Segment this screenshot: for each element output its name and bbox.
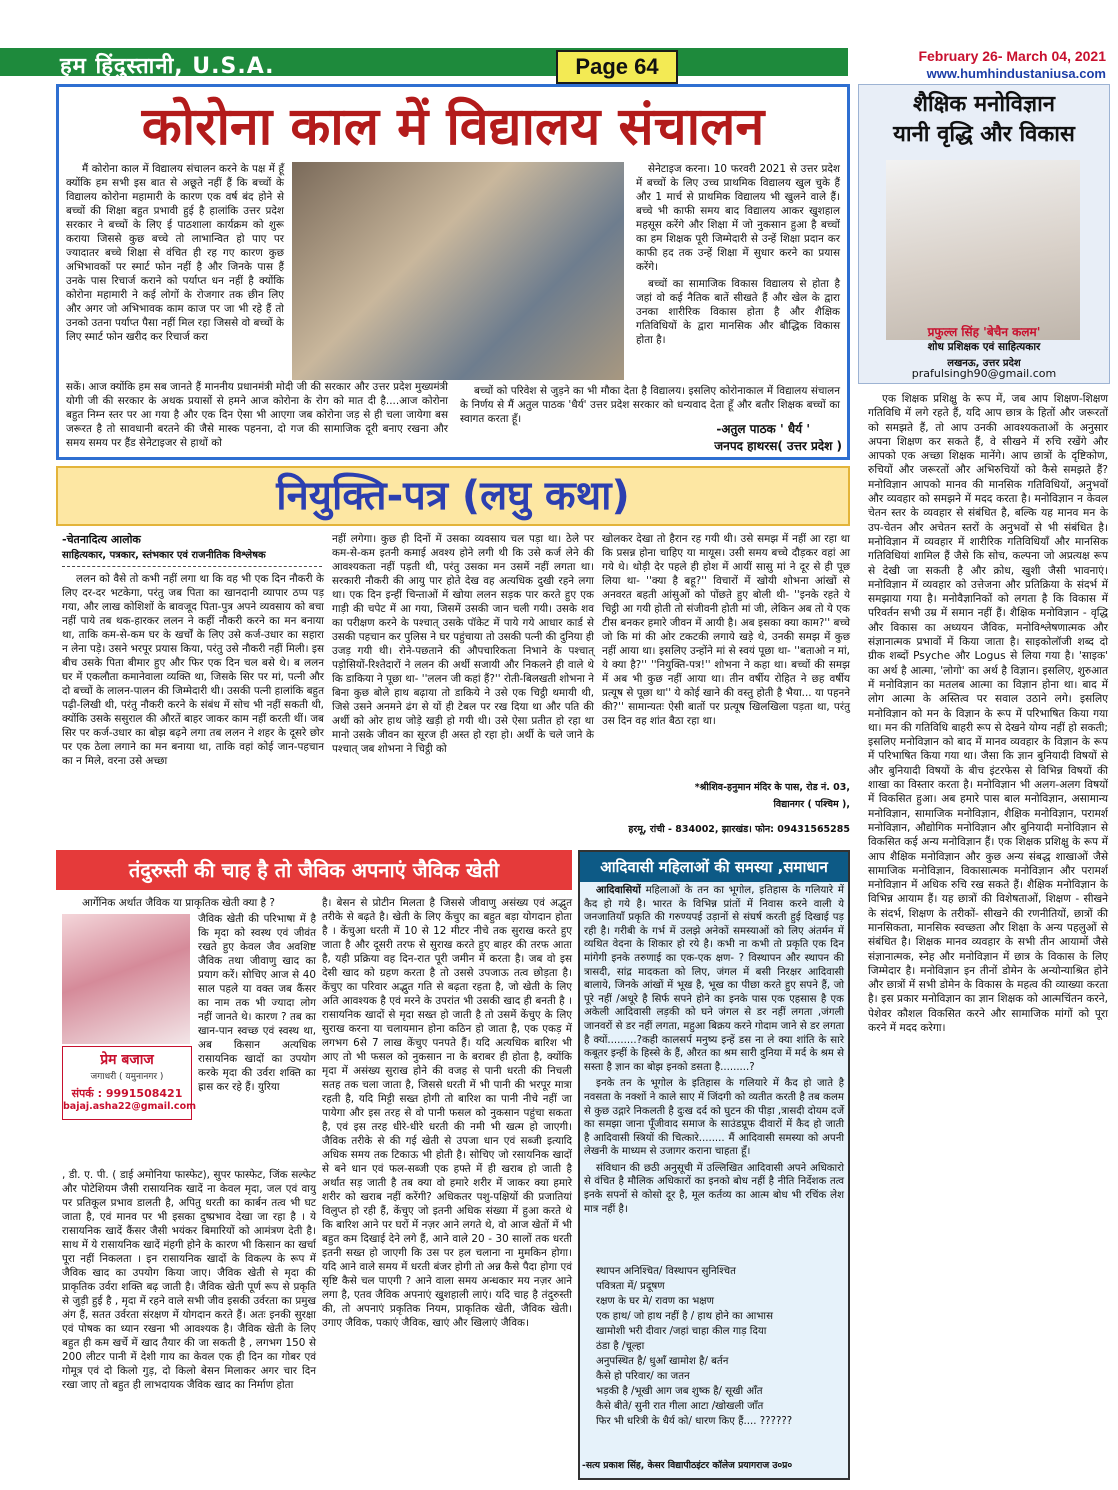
story-body-col1b: , डी. ए. पी. ( डाई अमोनिया फास्फेट), सुपर फास्फेट, जिंक सल्फेट और पोटेशियम जैसी रासायनिक खादें ना केवल मृदा, जल एवं वायु पर प्रतिकूल प्रभाव डालती है, अपितु धरती का कार्बन तत्व भी घट जाता है, एवं मानव पर भी इसका दुष्प्रभाव देखा जा रहा है । ये रासायनिक खादें कैंसर जैसी भयंकर बिमारियों को आमंत्रण देती है। साथ में ये रासायनिक खादें मंहगी होने के कारण भी किसान का खर्चा पूरा नहीं निकलता । इन रासायनिक खादों के विकल्प के रूप में जैविक खाद का उपयोग किया जाए। जैविक खेती से मृदा की प्राकृतिक उर्वरा शक्ति बढ़ जाती है। जैविक खेती पूर्ण रूप से प्रकृति से जुड़ी हुई है , मृदा में रहने वाले सभी जीव इसकी उर्वरता का प्रमुख अंग हैं, सतत उर्वरता संरक्षण में योगदान करते हैं। अतः इनकी सुरक्षा एवं पोषक का ध्यान रखना भी आवश्यक है। जैविक खेती के लिए बहुत ही कम खर्चे में खाद तैयार की जा सकती है , लगभग 150 से 200 लीटर पानी में देशी गाय का केवल एक ही दिन का गोबर एवं गोमूत्र एवं दो किलो गुड़, दो किलो बेसन मिलाकर अगर चार दिन रखा जाए तो बहुत ही लाभदायक जैविक खाद का निर्माण होता	[62, 1169, 316, 1391]
poem-line: स्थापन अनिश्चित/ विस्थापन सुनिश्चित	[596, 1266, 736, 1277]
page-number: Page 64	[556, 50, 678, 84]
poem-line: पवित्रता में/ प्रदूषण	[596, 1281, 665, 1292]
author-photo	[886, 160, 1080, 340]
story-poem	[596, 1264, 846, 1429]
author-name-box	[62, 1046, 196, 1120]
author-email[interactable]: prafulsingh90@gmail.com	[911, 367, 1057, 380]
classroom-photo	[292, 162, 624, 380]
story-lead-word: आदिवासियों	[596, 885, 641, 896]
poem-line: भड़की है /भूखी आग जब शुष्क है/ सूखी आँत	[596, 1386, 763, 1397]
story-headline-banner	[56, 850, 572, 890]
author-photo	[62, 914, 190, 1044]
story-headline-banner	[56, 466, 850, 526]
newspaper-brand: हम हिंदुस्तानी, U.S.A.	[60, 54, 275, 79]
story-author: -सत्य प्रकाश सिंह, केसर विद्यापीठइंटर कॉलेज प्रयागराज उ०प्र०	[582, 1458, 846, 1471]
story-body-col1: ललन को वैसे तो कभी नहीं लगा था कि वह भी एक दिन नौकरी के लिए दर-दर भटकेगा, परंतु जब पिता का खानदानी व्यापार ठप्प पड़ गया, और लाख कोशिशों के बावजूद पिता-पुत्र अपने व्यवसाय को बचा नहीं पाये तब थक-हारकर ललन ने कहीं नौकरी करने का मन बनाया था, ताकि कम-से-कम घर के खर्चों के लिए उसे कर्ज-उधार का सहारा न लेना पड़े। उसने भरपूर प्रयास किया, परंतु उसे नौकरी नहीं मिली। इस बीच उसके पिता बीमार हुए और फिर एक दिन चल बसे थे। ब ललन घर में एकलौता कमानेवाला व्यक्ति था, जिसके सिर पर मां, पत्नी और दो बच्चों के लालन-पालन की जिम्मेदारी थी। उसकी पत्नी हालांकि बहुत पढ़ी-लिखी थी, परंतु नौकरी करने के संबंध में सोच भी नहीं सकती थी, क्योंकि उसके ससुराल की औरतें बाहर जाकर काम नहीं करती थीं। जब सिर पर कर्ज-उधार का बोझ बढ़ने लगा तब ललन ने शहर के दूसरे छोर पर एक ठेला लगाने का मन बनाया था, ताकि वहां कोई जान-पहचान का न मिले, वरना उसे अच्छा	[62, 573, 324, 767]
story-body-col1: मैं कोरोना काल में विद्यालय संचालन करने के पक्ष में हूँ क्योंकि हम सभी इस बात से अछूते नहीं हैं कि बच्चों के विद्यालय कोरोना महामारी के कारण एक वर्ष बंद होने से बच्चों की शिक्षा बहुत प्रभावी हुई है हालांकि उत्तर प्रदेश सरकार ने बच्चों के लिए ई पाठशाला कार्यक्रम को शुरू कराया जिससे कुछ बच्चे तो लाभान्वित हो पाए पर ज्यादातर बच्चे शिक्षा से वंचित ही रह गए कारण कुछ अभिभावकों पर स्मार्ट फोन नहीं है और जिनके पास हैं उनके पास रिचार्ज कराने को पर्याप्त धन नहीं है क्योंकि कोरोना महामारी ने कई लोगों के रोजगार तक छीन लिए और अगर जो अभिभावक काम काज पर जा भी रहे हैं तो उनको उतना पर्याप्त पैसा नहीं मिल रहा जिससे वो बच्चों के लिए स्मार्ट फोन खरीद कर रिचार्ज करा	[66, 163, 284, 343]
poem-line: एक हाथ/ जो हाथ नहीं है / हाथ होने का आभास	[596, 1311, 773, 1322]
story-paragraph-text: महिलाओं के तन का भूगोल, इतिहास के गलियारे में कैद हो गये है। भारत के विभिन्न प्रांतों में निवास करने वाली ये जनजातियाँ प्रकृति की गरुण्यपई उड़ानों से संघर्ष करती हुई दिखाई पड़ रही है। गरीबी के गर्भ में उलझे अनेकों समस्याओं को लिए अंतर्मन में व्यथित वेदना के शिकार हो रये है। कभी ना कभी तो प्रकृति एक दिन मांगेगी इनके तरुणाई का एक-एक क्षण- ? विस्थापन और स्थापन की त्रासदी, सांद्र मादकता को लिए, जंगल में बसी निरक्षर आदिवासी बालाये, जिनके आंखों में भूख है, भूख का पीछा करते हुए सपने हैं, जो पूरे नहीं /अधूरे है सिर्फ सपने होने का इनके पास एक एहसास है एक अकेली आदिवासी लड़की को घने जंगल से डर नहीं लगता ,जंगली जानवरों से डर नहीं लगता, महुआ बिक्रय करने गोदाम जाने से डर लगता है क्यों.........?कही कालसर्प मनुष्य इन्हें डस ना ले क्या शांति के सारे कबूतर इन्हीं के हिस्से के हैं, औरत का श्रम सारी दुनिया में मर्द के श्रम से सस्ता है ज्ञान का बोझ इनको डसता है.........?	[584, 885, 844, 1073]
story-body-cont: सकें। आज क्योंकि हम सब जानते हैं माननीय प्रधानमंत्री मोदी जी की सरकार और उत्तर प्रदेश मुख्यमंत्री योगी जी की सरकार के अथक प्रयासों से हमने आज कोरोना के रोग को मात दी है....आज कोरोना बहुत निम्न स्तर पर आ गया है और एक दिन ऐसा भी आएगा जब कोरोना जड़ से ही चला जायेगा बस जरूरत है तो सावधानी बरतने की जैसे मास्क पहनना, दो गज की सामाजिक दूरी बनाए रखना और समय समय पर हैंड सेनेटाइजर से हाथों को	[66, 381, 448, 449]
author-role: शोध प्रशिक्षक एवं साहित्यकार	[927, 341, 1041, 353]
author-email[interactable]: bajaj.asha22@gmail.com	[63, 1101, 196, 1112]
author-address-line2: विद्यानगर ( पश्चिम ),	[773, 799, 850, 810]
story-intro: आर्गेनिक अर्थात जैविक या प्राकृतिक खेती क्या है ?	[82, 897, 276, 909]
story-headline-banner	[580, 852, 848, 882]
poem-line: कैसे हो परिवार/ का जतन	[596, 1371, 690, 1382]
story-headline: तंदुरुस्ती की चाह है तो जैविक अपनाएं जैविक खेती	[128, 858, 500, 882]
story-body-col1a: जैविक खेती की परिभाषा में है कि मृदा को स्वस्थ एवं जीवंत रखते हुए केवल जैव अवशिष्ट जैविक तथा जीवाणु खाद का प्रयाग करें। सोचिए आज से 40 साल पहले या वक्त जब कैंसर का नाम तक भी ज्यादा लोग नहीं जानते थे। कारण ? तब का खान-पान स्वच्छ एवं स्वस्थ था, अब किसान अत्यधिक रासायनिक खादों का उपयोग करके मृदा की उर्वरा शक्ति का ह्रास कर रहे हैं। युरिया	[198, 913, 316, 1093]
column-divider	[62, 566, 322, 567]
story-paragraph: बच्चों का सामाजिक विकास विद्यालय से होता है जहां वो कई नैतिक बातें सीखते हैं और खेल के द्वारा उनका शारीरिक विकास होता है और शैक्षिक गतिविधियों के द्वारा मानसिक और बौद्धिक विकास होता है।	[636, 278, 840, 346]
author-name: प्रफुल्ल सिंह 'बेचैन कलम'	[927, 325, 1041, 339]
story-body-col2: नहीं लगेगा। कुछ ही दिनों में उसका व्यवसाय चल पड़ा था। ठेले पर कम-से-कम इतनी कमाई अवश्य होने लगी थी कि उसे कर्ज लेने की आवश्यकता नहीं पड़ती थी, परंतु उसका मन उसमें नहीं लगता था। सरकारी नौकरी की आयु पार होते देख वह अत्यधिक दुखी रहने लगा था। एक दिन इन्हीं चिन्ताओं में खोया ललन सड़क पार करते हुए एक गाड़ी की चपेट में आ गया, जिसमें उसकी जान चली गयी। उसके शव का परीक्षण करने के पश्चात् उसके पॉकेट में पाये गये आधार कार्ड से उसकी पहचान कर पुलिस ने घर पहुंचाया तो उसकी पत्नी की दुनिया ही उजड़ गयी थी। रोने-पछताने की औपचारिकता निभाने के पश्चात् पड़ोसियों-रिश्तेदारों ने ललन की अर्थी सजायी और निकलने ही वाले थे कि डाकिया ने पूछा था- ''ललन जी कहां हैं?'' रोती-बिलखती शोभना ने बिना कुछ बोले हाथ बढ़ाया तो डाकिये ने उसे एक चिट्ठी थमायी थी, जिसे उसने अनमने ढंग से यों ही टेबल पर रख दिया था और पति की अर्थी को ओर हाथ जोड़े खड़ी हो गयी थी। उसे ऐसा प्रतीत हो रहा था मानो उसके जीवन का सूरज ही अस्त हो रहा हो। अर्थी के चले जाने के पश्चात् जब शोभना ने चिट्ठी को	[332, 533, 594, 755]
story-headline: आदिवासी महिलाओं की समस्या ,समाधान	[600, 858, 828, 876]
sidebar-body: एक शिक्षक प्रशिक्षु के रूप में, जब आप शिक्षण-शिक्षण गतिविधि में लगे रहते हैं, यदि आप छात्र के हितों और जरूरतों को समझते हैं, तो आप उनकी आवश्यकताओं के अनुसार अपना शिक्षण कर सकते हैं, वे सीखने में रुचि रखेंगे और आपको एक अच्छा शिक्षक मानेंगे। आप छात्रों के दृष्टिकोण, रुचियों और जरूरतों और अभिरुचियों को कैसे समझते हैं? मनोविज्ञान आपको मानव की मानसिक गतिविधियों, अनुभवों और व्यवहार को समझने में मदद करता है। मनोविज्ञान न केवल चेतन स्तर के व्यवहार से संबंधित है, बल्कि यह मानव मन के उप-चेतन और अचेतन स्तरों के अनुभवों से भी संबंधित है। मनोविज्ञान में व्यवहार में शारीरिक गतिविधियाँ और मानसिक गतिविधियां शामिल हैं जैसे कि सोच, कल्पना जो अप्रत्यक्ष रूप से देखी जा सकती है और क्रोध, खुशी जैसी भावनाएं। मनोविज्ञान में व्यवहार को उत्तेजना और प्रतिक्रिया के संदर्भ में समझाया गया है। मनोवैज्ञानिकों को लगता है कि विकास में परिवर्तन सभी उम्र में समान नहीं हैं। शैक्षिक मनोविज्ञान - वृद्धि और विकास का अध्ययन जैविक, मनोविश्लेषणात्मक और संज्ञानात्मक प्रभावों में किया जाता है। साइकोलॉजी शब्द दो ग्रीक शब्दों Psyche और Logus से लिया गया है। 'साइक' का अर्थ है आत्मा, 'लोगो' का अर्थ है विज्ञान। इसलिए, शुरुआत में मनोविज्ञान का मतलब आत्मा का विज्ञान होना था। बाद में लोग आत्मा के अस्तित्व पर सवाल उठाने लगे। इसलिए मनोविज्ञान को मन के विज्ञान के रूप में परिभाषित किया गया था। मन की गतिविधि बाहरी रूप से देखने योग्य नहीं हो सकती; इसलिए मनोविज्ञान को बाद में मानव व्यवहार के विज्ञान के रूप में परिभाषित किया गया था। जैसा कि ज्ञान बुनियादी विषयों से और बुनियादी विषयों के बीच इंटरफेस से विभिन्न विषयों की शाखा का विस्तार करता है। मनोविज्ञान भी अलग-अलग विषयों में विकसित हुआ। अब हमारे पास बाल मनोविज्ञान, असामान्य मनोविज्ञान, सामाजिक मनोविज्ञान, शैक्षिक मनोविज्ञान, परामर्श मनोविज्ञान, औद्योगिक मनोविज्ञान और बुनियादी मनोविज्ञान से विकसित कई अन्य मनोविज्ञान हैं। एक शिक्षक प्रशिक्षु के रूप में आप शैक्षिक मनोविज्ञान और कुछ अन्य संबद्ध शाखाओं जैसे सामाजिक मनोविज्ञान, विकासात्मक मनोविज्ञान और परामर्श मनोविज्ञान में अधिक रुचि रख सकते हैं। शैक्षिक मनोविज्ञान के विभिन्न आयाम हैं। यह छात्रों की विशेषताओं, शिक्षण - सीखने के संदर्भ, शिक्षण के तरीकों- सीखने की रणनीतियों, छात्रों की मानसिकता, मानसिक स्वच्छता और शिक्षा के अन्य पहलुओं से संबंधित है। शिक्षक मानव व्यवहार के सभी तीन आयामों जैसे संज्ञानात्मक, स्नेह और मनोविज्ञान में छात्र के विकास के लिए जिम्मेदार है। मनोविज्ञान इन तीनों डोमेन के अन्योन्याश्रित होने और छात्रों में सभी डोमेन के विकास के महत्व की व्याख्या करता है। इस प्रकार मनोविज्ञान का ज्ञान शिक्षक को आत्मचिंतन करने, पेशेवर कौशल विकसित करने और सामाजिक मांगों को पूरा करने में मदद करेगा।	[868, 393, 1108, 1035]
masthead	[0, 0, 1118, 81]
story-paragraph	[584, 884, 844, 1074]
sidebar-heading-line1: शैक्षिक मनोविज्ञान	[913, 92, 1055, 117]
story-body-closing: बच्चों को परिवेश से जुड़ने का भी मौका देता है विद्यालय। इसलिए कोरोनाकाल में विद्यालय संचालन के निर्णय से मैं अतुल पाठक 'धैर्य' उत्तर प्रदेश सरकार को धन्यवाद देता हूँ और बतौर शिक्षक बच्चों का स्वागत करता हूँ।	[460, 385, 840, 425]
issue-date: February 26- March 04, 2021	[918, 48, 1106, 64]
poem-line: रक्षण के घर मे/ रावण का भक्षण	[596, 1296, 714, 1307]
story-author: -चेतनादित्य आलोक	[62, 533, 141, 546]
story-body-col3: खोलकर देखा तो हैरान रह गयी थी। उसे समझ में नहीं आ रहा था कि प्रसन्न होना चाहिए या मायूस। उसी समय बच्चे दौड़कर वहां आ गये थे। थोड़ी देर पहले ही होश में आयीं सासु मां ने दूर से ही पूछ लिया था- ''क्या है बहू?'' विचारों में खोयी शोभना आंखों से अनवरत बहती आंसुओं को पोंछते हुए बोली थी- ''इनके रहते ये चिट्ठी आ गयी होती तो संजीवनी होती मां जी, लेकिन अब तो ये एक टीस बनकर हमारे जीवन में आयी है। अब इसका क्या काम?'' बच्चे जो कि मां की ओर टकटकी लगाये खड़े थे, उनकी समझ में कुछ नहीं आया था। इसलिए उन्होंने मां से स्वयं पूछा था- ''बताओ न मां, ये क्या है?'' ''नियुक्ति-पत्र!'' शोभना ने कहा था। बच्चों की समझ में अब भी कुछ नहीं आया था। तीन वर्षीय रोहित ने छह वर्षीय प्रत्यूष से पूछा था'' ये कोई खाने की वस्तु होती है भैया... या पहनने की?'' सामान्यतः ऐसी बातों पर प्रत्यूष खिलखिला पड़ता था, परंतु उस दिन वह शांत बैठा रहा था।	[602, 533, 850, 727]
author-city: लखनऊ, उत्तर प्रदेश	[947, 358, 1021, 369]
author-name: प्रेम बजाज	[100, 1052, 154, 1068]
story-headline: कोरोना काल में विद्यालय संचालन	[141, 97, 765, 157]
poem-line: कैसे बीते/ सुनी रात गीला आटा /खोखली जाँत	[596, 1401, 764, 1412]
story-body	[584, 884, 844, 1260]
story-author-place: जनपद हाथरस( उत्तर प्रदेश )	[714, 439, 842, 453]
poem-line: ठंडा है /चूल्हा	[596, 1341, 645, 1352]
story-body-col2	[636, 162, 840, 382]
story-author: -अतुल पाठक ' धैर्य '	[716, 422, 810, 436]
author-address-line3: हरमू, रांची - 834002, झारखंड। फोन: 09431565285	[628, 824, 850, 835]
author-address-line1: *श्रीशिव-हनुमान मंदिर के पास, रोड नं. 03,	[694, 782, 850, 793]
story-body-col2: है। बेसन से प्रोटीन मिलता है जिससे जीवाणु असंख्य एवं अद्भुत तरीके से बढ़ते है। खेती के लिए केंचुए का बहुत बड़ा योगदान होता है । केंचुआ धरती में 10 से 12 मीटर नीचे तक सुराख करते हुए जाता है और दूसरी तरफ से सुराख करते हुए बाहर की तरफ आता है, यही प्रक्रिया वह दिन-रात पूरी जमीन में करता है। जब वो इस देसी खाद को ग्रहण करता है तो उससे उपजाऊ तत्व छोड़ता है। केंचुए का परिवार अद्भुत गति से बढ़ता रहता है, जो खेती के लिए अति आवश्यक है एवं मरने के उपरांत भी उसकी खाद ही बनती है । रासायनिक खादों से मृदा सख्त हो जाती है तो उसमें केंचुए के लिए सुराख करना या चलायमान होना कठिन हो जाता है, एक एकड़ में लगभग 6से 7 लाख केंचुए पनपते हैं। यदि अत्यधिक बारिश भी आए तो भी फसल को नुकसान ना के बराबर ही होता है, क्योंकि मृदा में असंख्य सुराख होने की वजह से पानी धरती की निचली सतह तक चला जाता है, जिससे धरती में भी पानी की भरपूर मात्रा रहती है, यदि मिट्टी सख्त होगी तो बारिश का पानी नीचे नहीं जा पायेगा और इस तरह से वो पानी फसल को नुकसान पहुंचा सकता है, एवं इस तरह धीरे-धीरे धरती की नमी भी खत्म हो जाएगी। जैविक तरीके से की गई खेती से उपजा धान एवं सब्जी इत्यादि अधिक समय तक टिकाऊ भी होती है। सोचिए जो रसायनिक खादों से बने धान एवं फल-सब्जी एक हफ्ते में ही खराब हो जाती है अर्थात सड़ जाती है तब क्या वो हमारे शरीर में जाकर क्या हमारे शरीर को खराब नहीं करेंगी? अधिकतर पशु-पक्षियों की प्रजातियां विलुप्त हो रही हैं, केंचुए जो इतनी अधिक संख्या में हुआ करते थे कि बारिश आने पर घरों में नज़र आने लगते थे, वो आज खेतों में भी बहुत कम दिखाई देने लगे हैं, आने वाले 20 - 30 सालों तक धरती इतनी सख्त हो जाएगी कि उस पर हल चलाना ना मुमकिन होगा। यदि आने वाले समय में धरती बंजर होगी तो अन्न कैसे पैदा होगा एवं सृष्टि कैसे चल पाएगी ? आने वाला समय अन्धकार मय नज़र आने लगा है, एतव जैविक अपनाएं खुशहाली लाएं। यदि चाह है तंदुरुस्ती की, तो अपनाएं प्रकृतिक नियम, प्राकृतिक खेती, जैविक खेती। उगाए जैविक, पकाएं जैविक, खाएं और खिलाएं जैविक।	[322, 897, 572, 1329]
poem-line: फिर भी धरित्री के धैर्य को/ धारण किए हैं.... ??????	[596, 1416, 793, 1427]
author-phone: संपर्क : 9991508421	[71, 1087, 183, 1100]
poem-line: खामोशी भरी दीवार /जहां चाहा कील गाड़ दिया	[596, 1326, 767, 1337]
poem-line: अनुपस्थित है/ धुआँ खामोश है/ बर्तन	[596, 1356, 729, 1367]
website-link[interactable]: www.humhindustaniusa.com	[926, 66, 1106, 81]
story-paragraph: इनके तन के भूगोल के इतिहास के गलियारे में कैद हो जाते है नवसता के नक्शों ने काले साए में जिंदगी को व्यतीत करती है तब कलम से कुछ उद्गारे निकलती है दुःख दर्द को घुटन की पीड़ा ,त्रासदी दोयम दर्जे का समझा जाना पूँजीवाद समाज के साउंडप्रूफ दीवारों में कैद हो जाती है आदिवासी स्त्रियों की चित्कारे........ मैं आदिवासी समस्या को अपनी लेखनी के माध्यम से उजागर कराना चाहता हूँ।	[584, 1078, 844, 1158]
story-paragraph: सेनेटाइज करना। 10 फरवरी 2021 से उत्तर प्रदेश में बच्चों के लिए उच्च प्राथमिक विद्यालय खुल चुके हैं और 1 मार्च से प्राथमिक विद्यालय भी खुलने वाले हैं। बच्चे भी काफी समय बाद विद्यालय आकर खुशहाल महसूस करेंगे और शिक्षा में जो नुकसान हुआ है बच्चों का हम शिक्षक पूरी जिम्मेदारी से उन्हें शिक्षा प्रदान कर काफी हद तक उन्हें शिक्षा में सुधार करने का प्रयास करेंगे।	[636, 163, 840, 273]
sidebar-heading-line2: यानी वृद्धि और विकास	[893, 122, 1075, 147]
story-headline: नियुक्ति-पत्र (लघु कथा)	[276, 473, 630, 519]
author-city: जगाधरी ( यमुनानगर )	[90, 1072, 164, 1082]
story-author-desc: साहित्यकार, पत्रकार, स्तंभकार एवं राजनीतिक विश्लेषक	[62, 550, 266, 561]
story-paragraph: संविधान की छठी अनुसूची में उल्लिखित आदिवासी अपने अधिकारो से वंचित है मौलिक अधिकारों का इनको बोध नहीं है नीति निर्देशक तत्व इनके सपनों से कोसो दूर है, मूल कर्तव्य का आत्म बोध भी रचिंक लेश मात्र नहीं है।	[584, 1162, 844, 1215]
